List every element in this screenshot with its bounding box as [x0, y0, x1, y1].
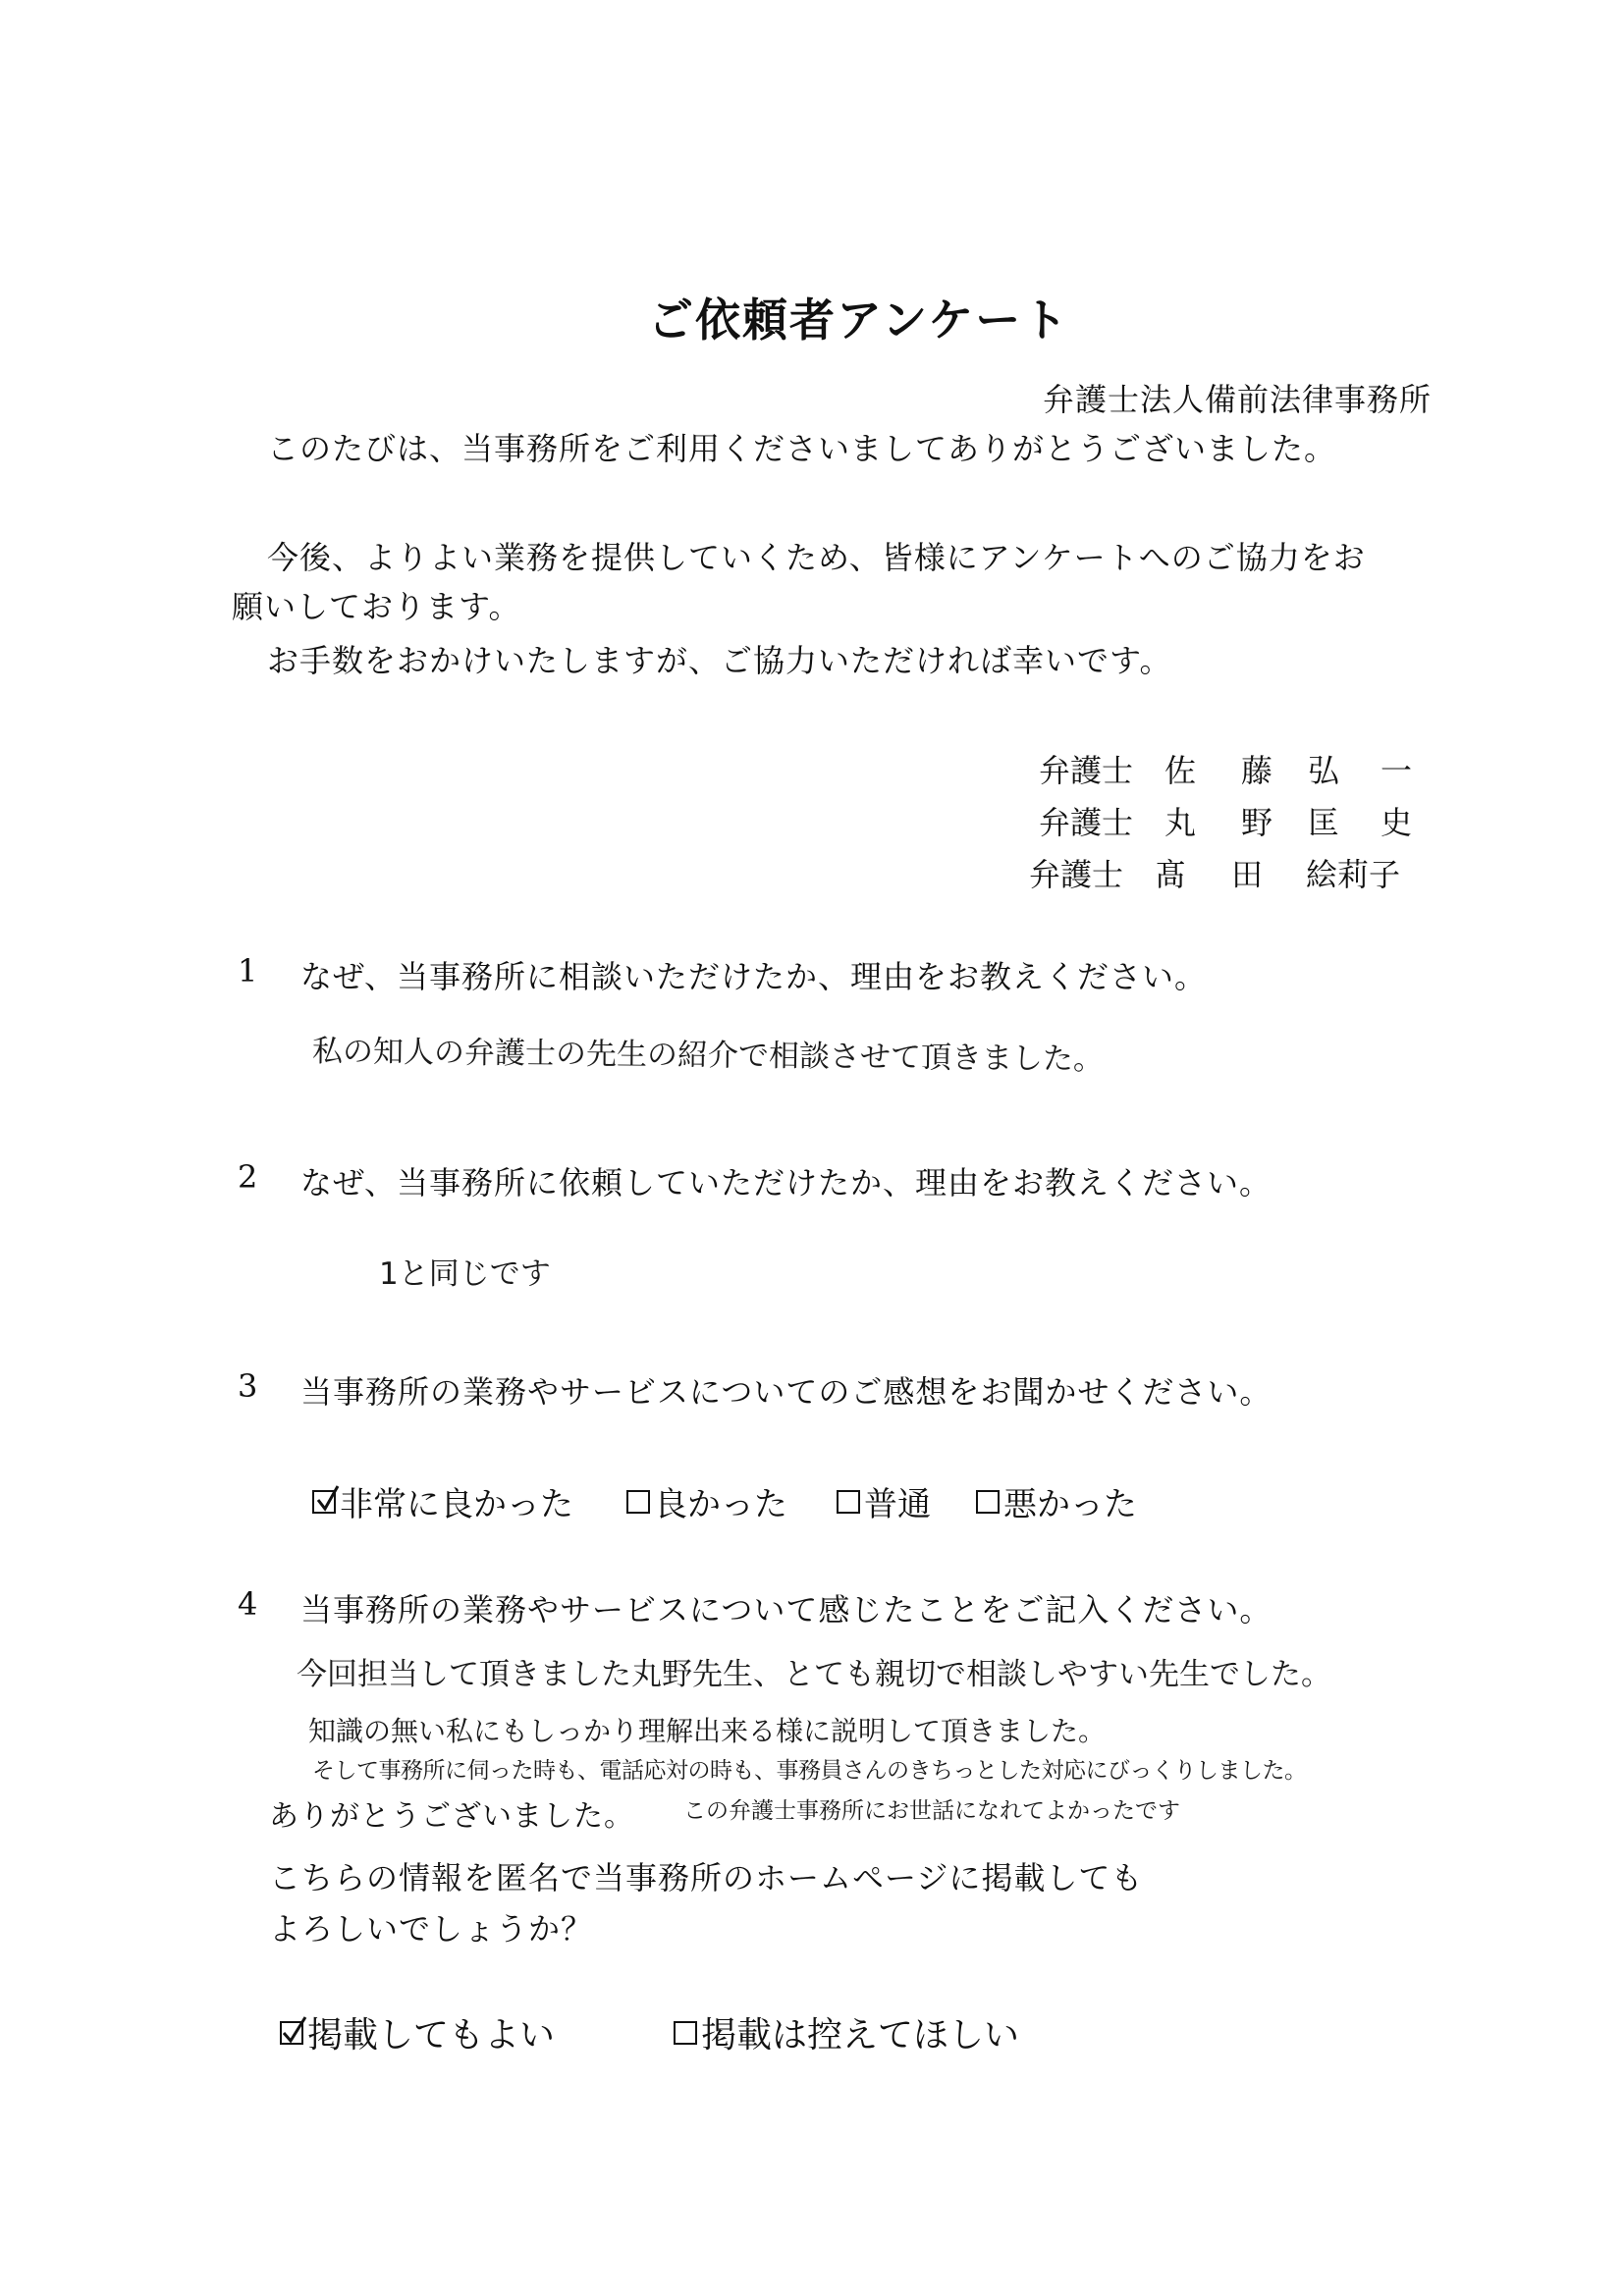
request-text-line3: お手数をおかけいたしますが、ご協力いただければ幸いです。	[267, 642, 1172, 679]
lawyer-maruno	[1039, 798, 1432, 841]
lawyer-title: 弁護士	[1029, 856, 1124, 893]
lawyer-name-char: 弘	[1308, 752, 1340, 789]
survey-title: ご依頼者アンケート	[648, 294, 1070, 347]
check-mark-icon	[278, 2013, 311, 2047]
lawyer-name-char: 佐	[1164, 752, 1197, 789]
rating-option-bad[interactable]	[976, 1477, 1137, 1525]
intro-text: このたびは、当事務所をご利用くださいましてありがとうございました。	[267, 430, 1337, 467]
question-1-number: 1	[238, 952, 259, 989]
lawyer-title: 弁護士	[1039, 804, 1134, 841]
lawyer-name-char: 髙	[1155, 856, 1187, 893]
lawyer-sato	[1039, 746, 1432, 789]
lawyer-name-char: 野	[1241, 804, 1273, 841]
checkbox-checked[interactable]	[312, 1490, 336, 1514]
checkbox-unchecked[interactable]	[837, 1490, 860, 1514]
consent-question-line2: よろしいでしょうか？	[269, 1910, 594, 1948]
closing-thanks: ありがとうございました。	[269, 1799, 634, 1834]
rating-option-very-good[interactable]	[312, 1477, 573, 1525]
lawyer-title: 弁護士	[1039, 752, 1134, 789]
check-mark-icon	[310, 1482, 344, 1516]
question-1-answer: 私の知人の弁護士の先生の紹介で相談させて頂きました。	[311, 1034, 1105, 1078]
consent-option-label: 掲載は控えてほしい	[701, 2015, 1020, 2056]
rating-option-normal[interactable]	[837, 1477, 931, 1525]
checkbox-checked[interactable]	[280, 2021, 303, 2045]
rating-option-good[interactable]	[626, 1477, 787, 1525]
rating-option-label: 悪かった	[1003, 1485, 1137, 1524]
lawyer-name-char: 丸	[1164, 804, 1197, 841]
lawyer-name-char: 田	[1231, 856, 1264, 893]
rating-option-label: 普通	[864, 1485, 931, 1524]
question-2-number: 2	[238, 1158, 259, 1196]
lawyer-name-char: 一	[1380, 752, 1413, 789]
question-4-answer-line2: 知識の無い私にもしっかり理解出来る様に説明して頂きました。	[308, 1715, 1107, 1747]
consent-question-line1: こちらの情報を匿名で当事務所のホームページに掲載しても	[269, 1859, 1144, 1896]
lawyer-name-char: 絵莉子	[1306, 856, 1401, 893]
question-4-text: 当事務所の業務やサービスについて感じたことをご記入ください。	[300, 1591, 1272, 1629]
request-text-line1: 今後、よりよい業務を提供していくため、皆様にアンケートへのご協力をお	[267, 539, 1366, 576]
lawyer-name-char: 匡	[1308, 804, 1340, 841]
rating-option-label: 非常に良かった	[340, 1485, 573, 1524]
lawyer-takada	[1029, 850, 1432, 893]
question-4-answer-line3: そして事務所に伺った時も、電話応対の時も、事務員さんのきちっとした対応にびっくりしました。	[312, 1758, 1307, 1784]
law-firm-name: 弁護士法人備前法律事務所	[1043, 381, 1433, 418]
rating-option-label: 良かった	[654, 1485, 787, 1524]
consent-option-label: 掲載してもよい	[307, 2015, 556, 2056]
question-4-number: 4	[238, 1585, 259, 1623]
lawyer-name-char: 史	[1380, 804, 1413, 841]
question-3-number: 3	[238, 1367, 259, 1405]
checkbox-unchecked[interactable]	[674, 2021, 697, 2045]
consent-option-decline[interactable]	[674, 2007, 1019, 2057]
question-1-text: なぜ、当事務所に相談いただけたか、理由をお教えください。	[300, 958, 1208, 995]
checkbox-unchecked[interactable]	[976, 1490, 1000, 1514]
question-3-text: 当事務所の業務やサービスについてのご感想をお聞かせください。	[300, 1373, 1272, 1411]
question-4-answer-line4: この弁護士事務所にお世話になれてよかったです	[683, 1798, 1180, 1824]
consent-option-allow[interactable]	[280, 2007, 555, 2057]
checkbox-unchecked[interactable]	[626, 1490, 650, 1514]
question-4-answer-line1: 今回担当して頂きました丸野先生、とても親切で相談しやすい先生でした。	[297, 1657, 1331, 1692]
lawyer-name-char: 藤	[1241, 752, 1273, 789]
question-2-text: なぜ、当事務所に依頼していただけたか、理由をお教えください。	[300, 1164, 1272, 1201]
question-2-answer: 1と同じです	[379, 1256, 551, 1292]
request-text-line2: 願いしております。	[232, 588, 521, 625]
